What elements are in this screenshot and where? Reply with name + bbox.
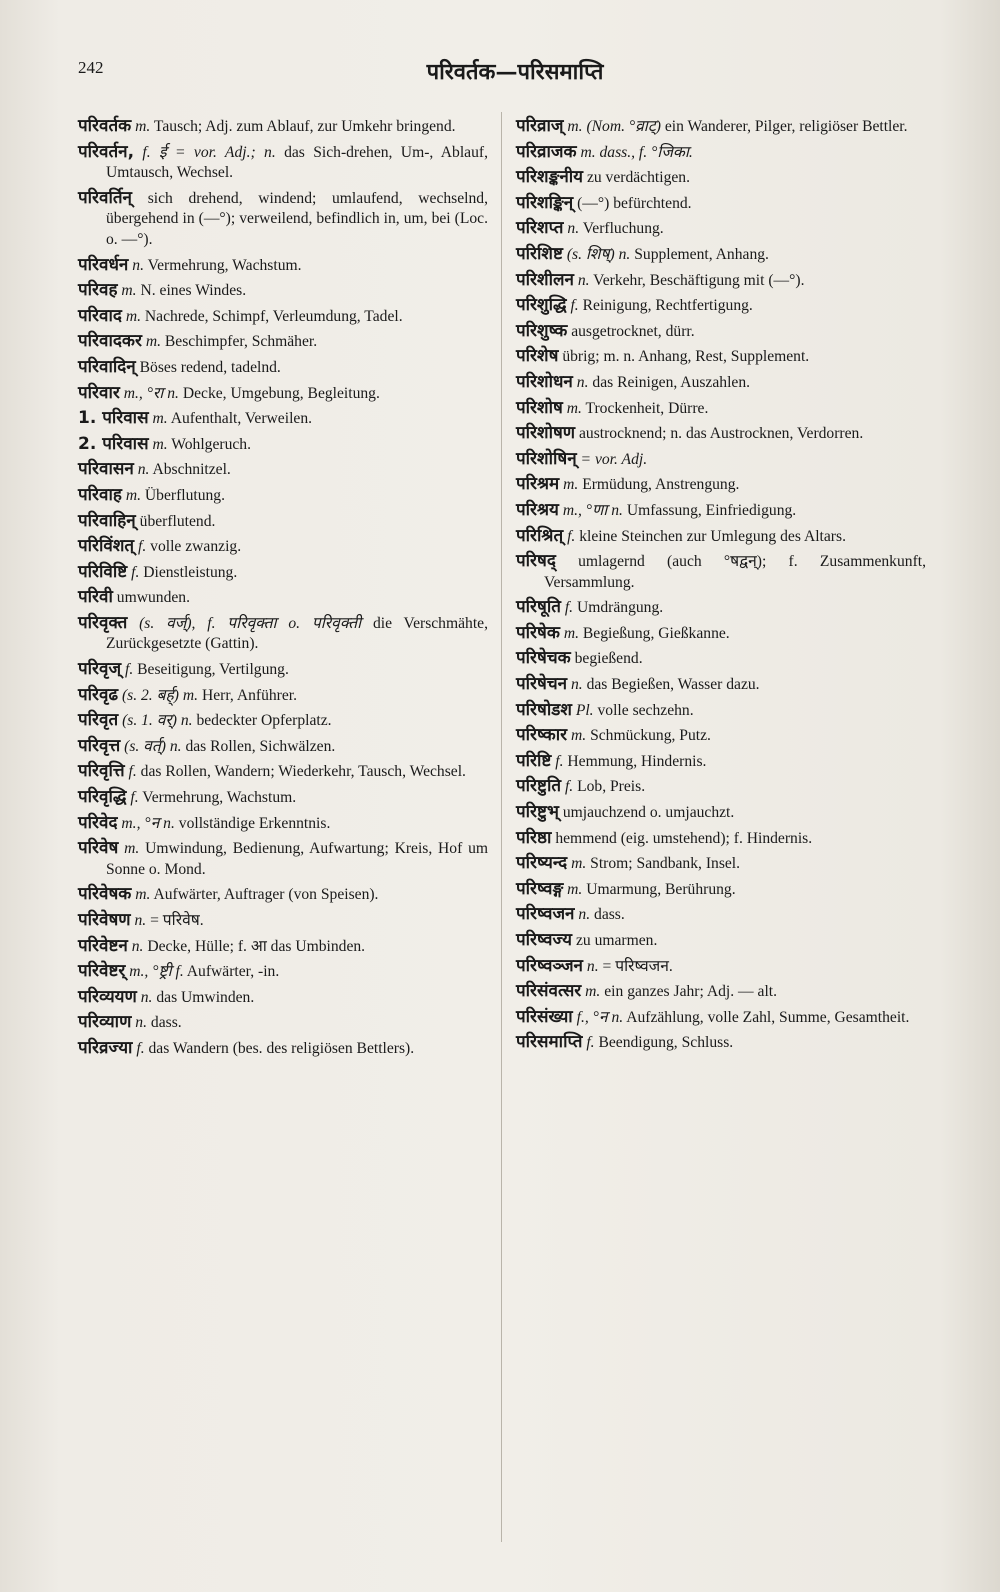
entry-grammar: (s. वर्ज्), f. परिवृक्ता o. परिवृक्ती (139, 614, 362, 632)
entry-headword: परिसंवत्सर (516, 981, 582, 1002)
entry-grammar: f. (128, 763, 137, 781)
entry-grammar: = vor. Adj. (580, 450, 648, 468)
dictionary-entry (78, 710, 488, 732)
entry-headword: परिष्टुभ् (516, 802, 559, 823)
entry-definition: dass. (150, 1014, 182, 1032)
entry-headword: परिवादकर (78, 331, 142, 352)
dictionary-entry (78, 116, 488, 138)
left-column (78, 116, 488, 1064)
entry-grammar: n. (135, 1014, 147, 1032)
entry-grammar: m. (124, 840, 140, 858)
entry-grammar: m., °न n. (121, 814, 175, 832)
dictionary-entry (78, 255, 488, 277)
entry-definition: Aufwärter, -in. (186, 963, 280, 981)
dictionary-entry (78, 936, 488, 958)
entry-headword: 1. परिवास (78, 408, 149, 429)
dictionary-entry (516, 193, 926, 215)
entry-grammar: f. (124, 661, 134, 679)
entry-definition: das Rollen, Wandern; Wiederkehr, Tausch, Wechsel. (140, 763, 466, 781)
entry-headword: परिवर्तन, (78, 141, 135, 162)
dictionary-entry (78, 142, 488, 184)
entry-headword: परिषद् (516, 551, 556, 572)
entry-headword: परिशुद्धि (516, 295, 567, 316)
entry-grammar: f. (570, 297, 579, 315)
entry-headword: परिश्रित् (516, 525, 564, 546)
entry-definition: Vermehrung, Wachstum. (147, 256, 302, 274)
entry-grammar: (s. 1. वर्) n. (122, 712, 193, 730)
entry-definition: = परिष्वजन. (602, 957, 673, 975)
dictionary-entry (516, 700, 926, 722)
dictionary-entry (516, 218, 926, 240)
entry-grammar: n. (567, 220, 580, 238)
entry-headword: परिशेष (516, 346, 559, 367)
dictionary-entry (78, 961, 488, 983)
entry-definition: Herr, Anführer. (201, 686, 298, 704)
entry-definition: vollständige Erkenntnis. (178, 814, 331, 832)
entry-grammar: n. (577, 271, 590, 289)
entry-grammar: n. (131, 937, 144, 955)
entry-headword: परिवाद (78, 305, 122, 326)
page-header (78, 56, 952, 86)
dictionary-entry (516, 828, 926, 850)
entry-definition: überflutend. (139, 512, 216, 530)
dictionary-entry (78, 536, 488, 558)
entry-grammar: f. (138, 538, 147, 556)
dictionary-entry (516, 526, 926, 548)
dictionary-entry (516, 1007, 926, 1029)
entry-definition: Verfluchung. (582, 220, 664, 238)
right-column (516, 116, 926, 1058)
entry-grammar: m. dass., f. °जिका. (580, 143, 693, 161)
entry-grammar: m. (135, 886, 151, 904)
dictionary-entry (516, 674, 926, 696)
entry-headword: परिष्कार (516, 725, 568, 746)
entry-definition: Umdrängung. (576, 599, 664, 617)
dictionary-entry (78, 659, 488, 681)
entry-grammar: f. (564, 599, 574, 617)
entry-definition: Beendigung, Schluss. (598, 1034, 734, 1052)
entry-grammar: m., °णा n. (562, 501, 623, 519)
entry-grammar: n. (586, 957, 599, 975)
entry-grammar: n. (137, 461, 150, 479)
entry-grammar: m. (571, 855, 587, 873)
entry-definition: Begießung, Gießkanne. (582, 624, 730, 642)
entry-definition: Wohlgeruch. (171, 435, 252, 453)
entry-definition: ausgetrocknet, dürr. (571, 322, 695, 340)
entry-grammar: n. (576, 373, 589, 391)
column-divider (501, 112, 502, 1542)
entry-definition: zu umarmen. (575, 932, 658, 949)
dictionary-entry (78, 511, 488, 533)
dictionary-entry (78, 587, 488, 609)
entry-headword: परिशङ्कनीय (516, 167, 584, 188)
dictionary-entry (78, 736, 488, 758)
entry-definition: ein ganzes Jahr; Adj. — alt. (604, 983, 778, 1001)
entry-grammar: m. (Nom. °व्राट्) (567, 118, 661, 135)
dictionary-entry (516, 751, 926, 773)
dictionary-entry (78, 613, 488, 655)
entry-headword: परिषेक (516, 622, 560, 643)
entry-definition: Supplement, Anhang. (634, 245, 769, 263)
dictionary-entry (78, 813, 488, 835)
entry-definition: die Verschmähte, Zurückgesetzte (Gattin). (106, 614, 488, 653)
entry-grammar: f. (555, 752, 564, 770)
entry-headword: परिवृढ (78, 684, 119, 705)
entry-definition: N. eines Windes. (140, 282, 247, 300)
entry-definition: Böses redend, tadelnd. (139, 358, 281, 376)
columns (78, 116, 958, 1566)
entry-definition: kleine Steinchen zur Umlegung des Altars. (579, 527, 846, 545)
entry-headword: परिश्रय (516, 499, 559, 520)
entry-headword: परिष्ठा (516, 827, 552, 848)
entry-grammar: (s. 2. बर्ह्) m. (121, 686, 199, 704)
entry-headword: परिषेचन (516, 674, 568, 695)
entry-definition: Umarmung, Berührung. (586, 880, 736, 898)
entry-headword: परिवार (78, 382, 120, 403)
dictionary-entry (516, 802, 926, 824)
entry-definition: Aufwärter, Auftrager (von Speisen). (153, 886, 379, 904)
entry-definition: übrig; m. n. Anhang, Rest, Supplement. (562, 348, 810, 366)
entry-definition: umwunden. (116, 589, 190, 607)
entry-headword: परिवी (78, 587, 113, 608)
entry-grammar: f. (130, 789, 139, 807)
entry-headword: परिष्यन्द (516, 853, 568, 874)
entry-definition: das Rollen, Sichwälzen. (185, 737, 336, 755)
entry-grammar: m. (563, 476, 579, 494)
entry-grammar: Pl. (575, 701, 594, 719)
entry-definition: Lob, Preis. (577, 778, 646, 796)
entry-headword: परिशोषिन् (516, 448, 577, 469)
entry-headword: परिविंशत् (78, 536, 135, 557)
dictionary-entry (78, 1012, 488, 1034)
entry-definition: = परिवेष. (150, 912, 204, 929)
entry-definition: Überflutung. (144, 486, 226, 504)
entry-headword: परिशप्त (516, 218, 564, 239)
entry-grammar: m. (567, 880, 583, 898)
entry-grammar: f. (586, 1034, 595, 1052)
entry-headword: परिसंख्या (516, 1006, 573, 1027)
entry-grammar: m. (125, 307, 141, 325)
dictionary-entry (78, 685, 488, 707)
entry-definition: zu verdächtigen. (586, 169, 690, 187)
dictionary-entry (516, 270, 926, 292)
entry-grammar: n. (132, 256, 144, 274)
dictionary-entry (516, 853, 926, 875)
dictionary-entry (78, 280, 488, 302)
entry-grammar: f. (567, 527, 576, 545)
entry-definition: Dienstleistung. (143, 563, 238, 581)
entry-definition: austrocknend; n. das Austrocknen, Verdorren. (579, 425, 864, 443)
entry-headword: परिवेष्टन (78, 935, 128, 956)
dictionary-entry (516, 167, 926, 189)
dictionary-entry (78, 485, 488, 507)
entry-headword: परिवेष्टर् (78, 961, 126, 982)
entry-definition: Ermüdung, Anstrengung. (582, 476, 740, 494)
entry-definition: Umfassung, Einfriedigung. (626, 501, 797, 519)
entry-grammar: f. (136, 1039, 145, 1057)
dictionary-entry (78, 884, 488, 906)
entry-grammar: n. (578, 906, 591, 924)
dictionary-entry (516, 597, 926, 619)
dictionary-entry (78, 383, 488, 405)
entry-headword: परिव्रज्या (78, 1037, 133, 1058)
entry-grammar: (s. शिष्) n. (566, 245, 631, 263)
entry-headword: परिव्ययण (78, 986, 137, 1007)
dictionary-entry (516, 449, 926, 471)
dictionary-entry (78, 761, 488, 783)
dictionary-entry (516, 423, 926, 445)
dictionary-entry (78, 987, 488, 1009)
entry-headword: परिवेषण (78, 910, 131, 930)
dictionary-entry (516, 648, 926, 670)
dictionary-entry (516, 346, 926, 368)
entry-definition: das Wandern (bes. des religiösen Bettlers). (148, 1039, 415, 1057)
entry-headword: परिव्राजक (516, 141, 577, 162)
entry-grammar: m. (566, 399, 582, 417)
dictionary-entry (516, 725, 926, 747)
entry-grammar: n. (140, 988, 153, 1006)
entry-headword: परिविष्टि (78, 561, 128, 582)
entry-grammar: m. (125, 486, 141, 504)
running-head: परिवर्तक—परिसमाप्ति (426, 59, 604, 85)
entry-definition: sich drehend, windend; umlaufend, wechselnd, übergehend in (—°); verweilend, befindlich in, um, bei (Loc. o. —°). (106, 189, 488, 248)
entry-grammar: m. (121, 282, 137, 300)
entry-grammar: f. ई = vor. Adj.; n. (142, 143, 276, 161)
entry-definition: Tausch; Adj. zum Ablauf, zur Umkehr bringend. (153, 118, 456, 135)
dictionary-entry (78, 459, 488, 481)
entry-headword: परिवाहिन् (78, 510, 136, 531)
entry-grammar: m., °ष्ट्री f. (129, 963, 184, 981)
dictionary-entry (78, 188, 488, 251)
entry-headword: परिवादिन् (78, 356, 136, 377)
entry-headword: परिशुष्क (516, 320, 568, 341)
dictionary-entry (78, 910, 488, 932)
entry-headword: परिशीलन (516, 269, 574, 290)
entry-headword: परिवह (78, 280, 118, 301)
dictionary-entry (516, 372, 926, 394)
entry-headword: परिवासन (78, 459, 134, 480)
entry-grammar: f. (131, 563, 140, 581)
dictionary-entry (516, 879, 926, 901)
entry-headword: परिवर्धन (78, 254, 129, 275)
dictionary-entry (516, 904, 926, 926)
entry-definition: volle sechzehn. (597, 701, 694, 719)
entry-definition: hemmend (eig. umstehend); f. Hindernis. (555, 829, 813, 847)
entry-definition: dass. (594, 906, 625, 924)
dictionary-entry (78, 787, 488, 809)
entry-definition: Abschnitzel. (152, 461, 231, 479)
entry-headword: परिवाह (78, 484, 122, 505)
dictionary-entry (78, 1038, 488, 1060)
entry-headword: परिष्वञ्जन (516, 955, 583, 976)
entry-definition: umjauchzend o. umjauchzt. (562, 804, 735, 822)
entry-definition: Decke, Hülle; f. आ das Umbinden. (147, 937, 366, 955)
entry-grammar: f., °न n. (576, 1008, 624, 1026)
dictionary-entry (78, 306, 488, 328)
entry-headword: परिवृत्त (78, 735, 121, 756)
entry-headword: परिष्टि (516, 750, 552, 771)
entry-headword: परिवृत्ति (78, 761, 125, 782)
entry-headword: परिवृज् (78, 659, 122, 680)
entry-headword: परिशोधन (516, 371, 573, 392)
entry-grammar: m. (152, 410, 168, 428)
entry-grammar: f. (564, 778, 574, 796)
dictionary-entry (516, 623, 926, 645)
entry-definition: begießend. (574, 650, 643, 668)
dictionary-entry (516, 116, 926, 138)
entry-headword: परिशोष (516, 397, 563, 418)
entry-definition: bedeckter Opferplatz. (196, 712, 332, 730)
entry-headword: परिव्राज् (516, 116, 564, 136)
entry-definition: Beschimpfer, Schmäher. (164, 333, 318, 351)
entry-headword: परिवृक्त (78, 612, 128, 633)
dictionary-entry (516, 930, 926, 952)
dictionary-entry (516, 142, 926, 164)
entry-grammar: n. (570, 676, 583, 694)
dictionary-entry (78, 357, 488, 379)
dictionary-entry (516, 981, 926, 1003)
dictionary-entry (78, 434, 488, 456)
entry-grammar: m. (135, 118, 151, 135)
entry-headword: परिवेष (78, 838, 119, 859)
entry-definition: (—°) befürchtend. (577, 194, 692, 212)
dictionary-entry (516, 295, 926, 317)
dictionary-entry (78, 562, 488, 584)
entry-grammar: m. (145, 333, 161, 351)
page-number: 242 (78, 58, 104, 77)
dictionary-entry (516, 321, 926, 343)
dictionary-entry (516, 1032, 926, 1054)
entry-grammar: m. (152, 435, 168, 453)
entry-headword: परिष्वङ्ग (516, 878, 564, 899)
dictionary-entry (516, 956, 926, 978)
entry-definition: Decke, Umgebung, Begleitung. (182, 384, 380, 402)
entry-grammar: m. (563, 624, 579, 642)
entry-headword: परिवेद (78, 812, 118, 833)
entry-headword: परिषोडश (516, 699, 572, 720)
entry-grammar: m. (571, 727, 587, 745)
dictionary-entry (516, 474, 926, 496)
entry-headword: परिवर्तिन् (78, 187, 132, 208)
entry-definition: Beseitigung, Vertilgung. (137, 661, 289, 679)
entry-definition: Schmückung, Putz. (590, 727, 711, 745)
entry-headword: 2. परिवास (78, 433, 149, 454)
entry-definition: Strom; Sandbank, Insel. (590, 855, 741, 873)
entry-headword: परिवर्तक (78, 116, 132, 136)
entry-definition: Hemmung, Hindernis. (567, 752, 707, 770)
dictionary-entry (516, 500, 926, 522)
entry-headword: परिवृद्धि (78, 787, 127, 808)
dictionary-entry (78, 408, 488, 430)
entry-definition: Reinigung, Rechtfertigung. (582, 297, 753, 315)
entry-headword: परिष्टुति (516, 776, 562, 797)
entry-headword: परिवेषक (78, 884, 132, 905)
dictionary-entry (78, 331, 488, 353)
entry-definition: das Begießen, Wasser dazu. (586, 676, 760, 694)
entry-definition: Aufenthalt, Verweilen. (170, 410, 313, 428)
entry-definition: Trockenheit, Dürre. (585, 399, 709, 417)
entry-headword: परिव्याण (78, 1012, 132, 1033)
entry-grammar: n. (134, 912, 147, 929)
entry-headword: परिसमाप्ति (516, 1032, 583, 1053)
entry-headword: परिशोषण (516, 423, 576, 444)
entry-headword: परिश्रम (516, 474, 560, 495)
entry-definition: volle zwanzig. (150, 538, 242, 556)
dictionary-entry (516, 776, 926, 798)
entry-definition: Nachrede, Schimpf, Verleumdung, Tadel. (144, 307, 403, 325)
entry-definition: das Umwinden. (156, 988, 255, 1006)
dictionary-entry (516, 551, 926, 593)
entry-definition: das Sich-drehen, Um-, Ablauf, Umtausch, Wechsel. (106, 143, 488, 182)
dictionary-entry (78, 838, 488, 880)
entry-headword: परिशिष्ट (516, 243, 563, 264)
entry-definition: das Reinigen, Auszahlen. (592, 373, 751, 391)
entry-grammar: m. (585, 983, 601, 1001)
entry-headword: परिष्वज्य (516, 930, 573, 950)
entry-headword: परिवृत (78, 710, 119, 731)
entry-headword: परिषेचक (516, 648, 571, 669)
entry-headword: परिषूति (516, 597, 561, 618)
entry-definition: Verkehr, Beschäftigung mit (—°). (593, 271, 805, 289)
dictionary-entry (516, 398, 926, 420)
entry-definition: umlagernd (auch °षद्वन्); f. Zusammenkunft, Versammlung. (544, 553, 926, 591)
entry-definition: Aufzählung, volle Zahl, Summe, Gesamtheit. (626, 1008, 910, 1026)
entry-grammar: (s. वर्त्) n. (124, 737, 182, 755)
entry-definition: Umwindung, Bedienung, Aufwartung; Kreis, Hof um Sonne o. Mond. (106, 840, 488, 878)
dictionary-entry (516, 244, 926, 266)
entry-definition: ein Wanderer, Pilger, religiöser Bettler. (664, 118, 908, 135)
entry-grammar: m., °रा n. (123, 384, 179, 402)
entry-definition: Vermehrung, Wachstum. (142, 789, 297, 807)
entry-headword: परिष्वजन (516, 904, 575, 925)
entry-headword: परिशङ्किन् (516, 192, 574, 213)
